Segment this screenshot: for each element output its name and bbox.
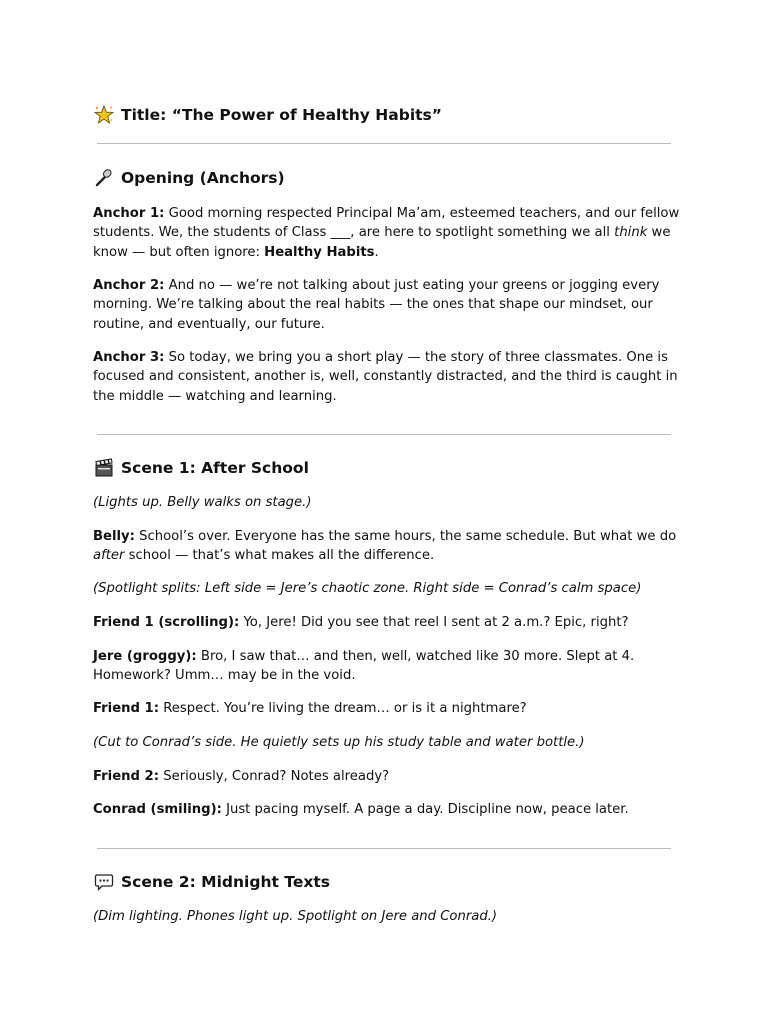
speaker-label: Belly: (93, 529, 135, 544)
speaker-label: Friend 1 (scrolling): (93, 615, 240, 630)
speaker-label: Jere (groggy): (93, 649, 197, 664)
anchor-2-line (93, 276, 683, 334)
speaker-label: Conrad (smiling): (93, 802, 222, 817)
line-text: And no — we’re not talking about just eating your greens or jogging every morning. We’re talking about the real habits — the ones that shape our mindset, our routine, and eventually, our future. (93, 278, 660, 332)
opening-heading-text: Opening (Anchors) (121, 169, 285, 187)
emphasis-text: after (93, 548, 125, 564)
line-text: Respect. You’re living the dream… or is it a nightmare? (159, 701, 527, 716)
friend-1-line (93, 699, 683, 718)
section-heading-opening (94, 167, 285, 189)
anchor-1-line (93, 204, 683, 262)
speaker-label: Friend 1: (93, 701, 160, 716)
line-text: Seriously, Conrad? Notes already? (159, 769, 390, 784)
scene-1-heading-text: Scene 1: After School (121, 459, 309, 477)
line-text: we know — but often ignore: (93, 225, 671, 260)
stage-direction: (Spotlight splits: Left side = Jere’s chaotic zone. Right side = Conrad’s calm space) (93, 581, 642, 596)
speaker-label: Anchor 1: (93, 206, 165, 221)
title-text: Title: “The Power of Healthy Habits” (121, 106, 442, 124)
section-heading-scene-1 (94, 457, 309, 479)
stage-direction: (Dim lighting. Phones light up. Spotlight on Jere and Conrad.) (93, 909, 498, 924)
line-text: . (374, 244, 379, 260)
speech-bubble-icon (94, 872, 114, 892)
line-text: Good morning respected Principal Ma’am, esteemed teachers, and our fellow students. We, the students of Class ___, are here to spotlight something we all (93, 206, 680, 241)
clapperboard-icon (94, 458, 114, 478)
jere-line (93, 647, 683, 686)
document-title (94, 104, 442, 126)
bold-text: Healthy Habits (264, 244, 375, 260)
divider (97, 848, 671, 849)
friend-2-line (93, 767, 683, 786)
speaker-label: Anchor 2: (93, 278, 165, 293)
line-text: Yo, Jere! Did you see that reel I sent at 2 a.m.? Epic, right? (239, 615, 629, 630)
line-text: So today, we bring you a short play — the story of three classmates. One is focused and consistent, another is, well, constantly distracted, and the third is caught in the middle — watching and learning. (93, 350, 678, 404)
microphone-icon (94, 168, 114, 188)
conrad-line (93, 800, 683, 819)
friend-1-line (93, 613, 683, 632)
stage-direction: (Lights up. Belly walks on stage.) (93, 495, 312, 510)
speaker-label: Anchor 3: (93, 350, 165, 365)
sparkle-star-icon (94, 105, 114, 125)
scene-2-heading-text: Scene 2: Midnight Texts (121, 873, 330, 891)
line-text: Bro, I saw that… and then, well, watched like 30 more. Slept at 4. Homework? Umm… may be in the void. (93, 649, 635, 684)
divider (97, 434, 671, 435)
speaker-label: Friend 2: (93, 769, 160, 784)
divider (97, 143, 671, 144)
anchor-3-line (93, 348, 683, 406)
line-text: School’s over. Everyone has the same hours, the same schedule. But what we do (134, 529, 677, 544)
belly-line (93, 527, 683, 566)
line-text: school — that’s what makes all the difference. (124, 548, 435, 564)
stage-direction: (Cut to Conrad’s side. He quietly sets up his study table and water bottle.) (93, 735, 585, 750)
section-heading-scene-2 (94, 871, 330, 893)
line-text: Just pacing myself. A page a day. Discipline now, peace later. (221, 802, 629, 817)
emphasis-text: think (614, 225, 648, 241)
